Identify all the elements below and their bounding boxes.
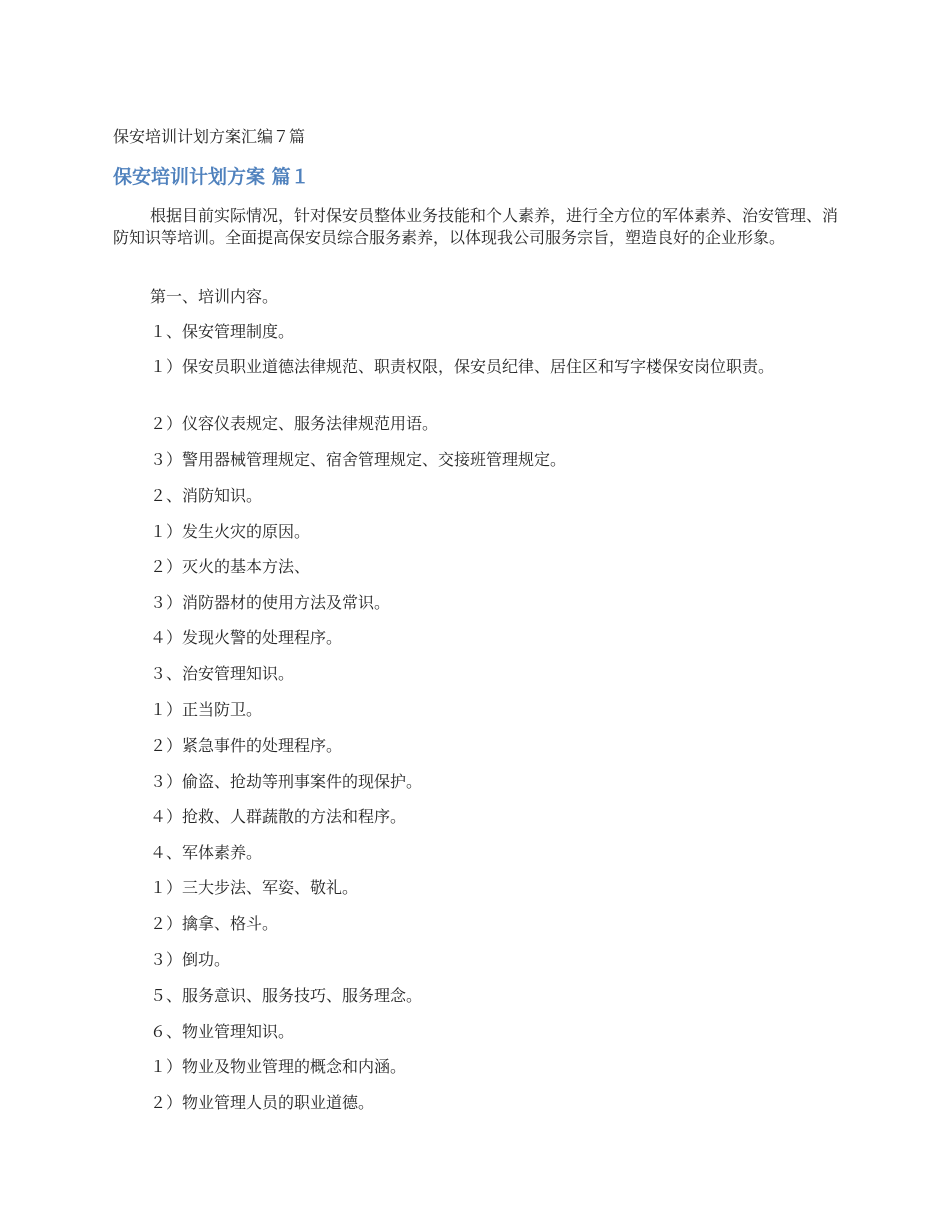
list-item: ２、消防知识。 (150, 486, 263, 505)
list-item: ５、服务意识、服务技巧、服务理念。 (150, 986, 423, 1005)
list-item: 第一、培训内容。 (150, 287, 279, 306)
list-item: １）发生火灾的原因。 (150, 522, 311, 541)
list-item: ４、军体素养。 (150, 843, 263, 862)
list-item: １）三大步法、军姿、敬礼。 (150, 878, 359, 897)
list-item: ２）灭火的基本方法、 (150, 557, 311, 576)
list-item: ３）警用器械管理规定、宿舍管理规定、交接班管理规定。 (150, 450, 567, 469)
list-item: １、保安管理制度。 (150, 322, 295, 341)
list-item: １）物业及物业管理的概念和内涵。 (150, 1057, 407, 1076)
list-item: １）保安员职业道德法律规范、职责权限，保安员纪律、居住区和写字楼保安岗位职责。 (150, 357, 775, 376)
document-title: 保安培训计划方案汇编７篇 (113, 127, 306, 146)
list-item: ２）仪容仪表规定、服务法律规范用语。 (150, 414, 439, 433)
list-item: ６、物业管理知识。 (150, 1022, 295, 1041)
list-item: ４）抢救、人群蔬散的方法和程序。 (150, 807, 407, 826)
list-item: ３）倒功。 (150, 950, 231, 969)
list-item: ３）消防器材的使用方法及常识。 (150, 593, 391, 612)
list-item: ３）偷盗、抢劫等刑事案件的现保护。 (150, 772, 423, 791)
list-item: ２）物业管理人员的职业道德。 (150, 1093, 375, 1112)
list-item: ２）紧急事件的处理程序。 (150, 736, 343, 755)
list-item: ３、治安管理知识。 (150, 664, 295, 683)
list-item: ４）发现火警的处理程序。 (150, 628, 343, 647)
intro-paragraph: 根据目前实际情况，针对保安员整体业务技能和个人素养，进行全方位的军体素养、治安管理、消防知识等培训。全面提高保安员综合服务素养，以体现我公司服务宗旨，塑造良好的企业形象。 (113, 206, 839, 247)
section-heading: 保安培训计划方案 篇１ (113, 166, 310, 188)
list-item: ２）擒拿、格斗。 (150, 914, 279, 933)
list-item: １）正当防卫。 (150, 700, 263, 719)
